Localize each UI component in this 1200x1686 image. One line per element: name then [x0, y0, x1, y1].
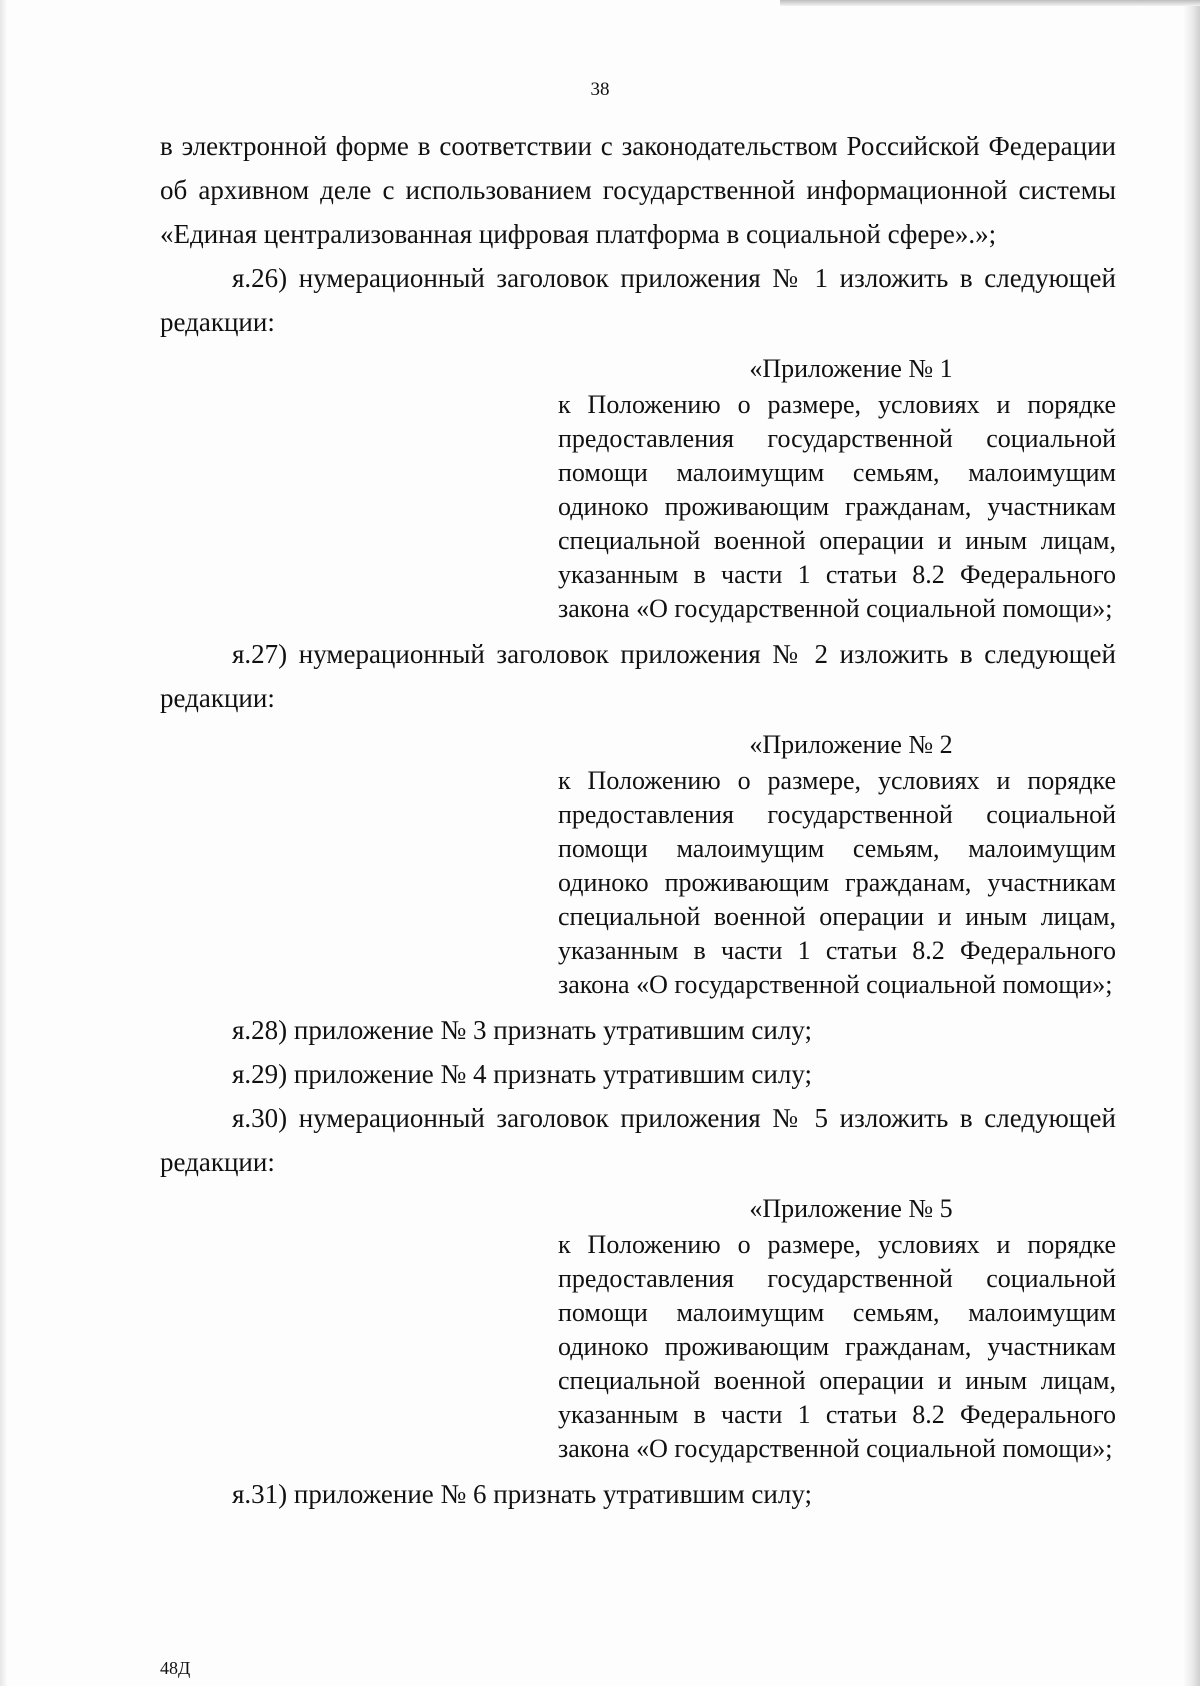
appendix-body-5: к Положению о размере, условиях и порядке предоставления государственной социальной помощи малоимущим семьям, малоимущим одиноко проживающим гражданам, участникам специальной военной операции и иным лицам, указанным в части 1 статьи 8.2 Федерального закона «О государственной социальной помощи»;	[558, 1230, 1116, 1463]
appendix-body-2: к Положению о размере, условиях и порядке предоставления государственной социальной помощи малоимущим семьям, малоимущим одиноко проживающим гражданам, участникам специальной военной операции и иным лицам, указанным в части 1 статьи 8.2 Федерального закона «О государственной социальной помощи»;	[558, 766, 1116, 999]
appendix-title-5: «Приложение № 5	[749, 1194, 953, 1223]
footer-code: 48Д	[160, 1658, 191, 1678]
scan-edge-left	[0, 0, 8, 1686]
paragraph-intro: в электронной форме в соответствии с законодательством Российской Федерации об архивном деле с использованием государственной информационной системы «Единая централизованная цифровая платформа в социальной сфере».»;	[160, 131, 1116, 249]
paragraph-item-27: я.27) нумерационный заголовок приложения № 2 изложить в следующей редакции:	[160, 639, 1116, 713]
paragraph-item-29: я.29) приложение № 4 признать утратившим силу;	[232, 1059, 812, 1089]
document-body	[160, 124, 1116, 1516]
appendix-block-5	[558, 1192, 1116, 1466]
appendix-block-2	[558, 728, 1116, 1002]
appendix-title-2: «Приложение № 2	[749, 730, 953, 759]
appendix-block-1	[558, 352, 1116, 626]
scan-edge-top	[780, 0, 1200, 6]
page-number: 38	[590, 79, 610, 100]
paragraph-item-28: я.28) приложение № 3 признать утратившим силу;	[232, 1015, 812, 1045]
paragraph-item-30: я.30) нумерационный заголовок приложения № 5 изложить в следующей редакции:	[160, 1103, 1116, 1177]
paragraph-item-31: я.31) приложение № 6 признать утратившим силу;	[232, 1479, 812, 1509]
appendix-title-1: «Приложение № 1	[749, 354, 953, 383]
paragraph-item-26: я.26) нумерационный заголовок приложения № 1 изложить в следующей редакции:	[160, 263, 1116, 337]
scan-edge-right	[1182, 0, 1200, 1686]
appendix-body-1: к Положению о размере, условиях и порядке предоставления государственной социальной помощи малоимущим семьям, малоимущим одиноко проживающим гражданам, участникам специальной военной операции и иным лицам, указанным в части 1 статьи 8.2 Федерального закона «О государственной социальной помощи»;	[558, 390, 1116, 623]
